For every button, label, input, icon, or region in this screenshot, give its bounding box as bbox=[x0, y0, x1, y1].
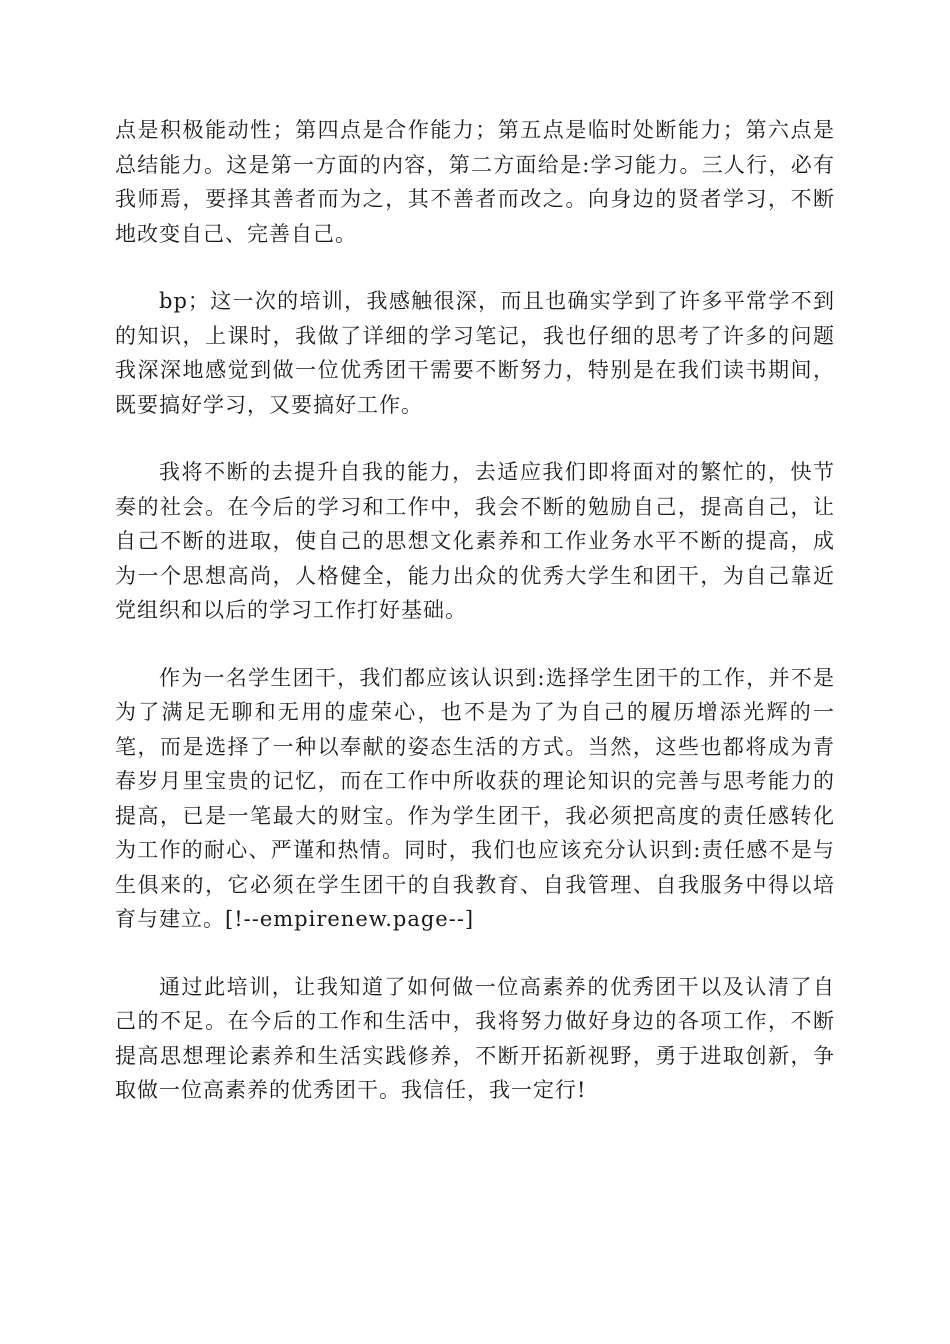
paragraph-student-cadre-role: 作为一名学生团干，我们都应该认识到:选择学生团干的工作，并不是为了满足无聊和无用的虚荣心，也不是为了为自己的履历增添光辉的一笔，而是选择了一种以奉献的姿态生活的方式。当然，这些也都将成为青春岁月里宝贵的记忆，而在工作中所收获的理论知识的完善与思考能力的提高，已是一笔最大的财宝。作为学生团干，我必须把高度的责任感转化为工作的耐心、严谨和热情。同时，我们也应该充分认识到:责任感不是与生俱来的，它必须在学生团干的自我教育、自我管理、自我服务中得以培育与建立。[!--empirenew.page--] bbox=[115, 665, 835, 931]
document-body bbox=[115, 113, 835, 1141]
paragraph-training-reflection: bp；这一次的培训，我感触很深，而且也确实学到了许多平常学不到的知识，上课时，我做了详细的学习笔记，我也仔细的思考了许多的问题我深深地感觉到做一位优秀团干需要不断努力，特别是在我们读书期间，既要搞好学习，又要搞好工作。 bbox=[115, 289, 835, 417]
paragraph-self-improvement: 我将不断的去提升自我的能力，去适应我们即将面对的繁忙的，快节奏的社会。在今后的学习和工作中，我会不断的勉励自己，提高自己，让自己不断的进取，使自己的思想文化素养和工作业务水平不断的提高，成为一个思想高尚，人格健全，能力出众的优秀大学生和团干，为自己靠近党组织和以后的学习工作打好基础。 bbox=[115, 460, 835, 622]
paragraph-conclusion: 通过此培训，让我知道了如何做一位高素养的优秀团干以及认清了自己的不足。在今后的工作和生活中，我将努力做好身边的各项工作，不断提高思想理论素养和生活实践修养，不断开拓新视野，勇于进取创新，争取做一位高素养的优秀团干。我信任，我一定行! bbox=[115, 974, 835, 1102]
paragraph-continuation: 点是积极能动性；第四点是合作能力；第五点是临时处断能力；第六点是总结能力。这是第一方面的内容，第二方面给是:学习能力。三人行，必有我师焉，要择其善者而为之，其不善者而改之。向身边的贤者学习，不断地改变自己、完善自己。 bbox=[115, 118, 835, 246]
